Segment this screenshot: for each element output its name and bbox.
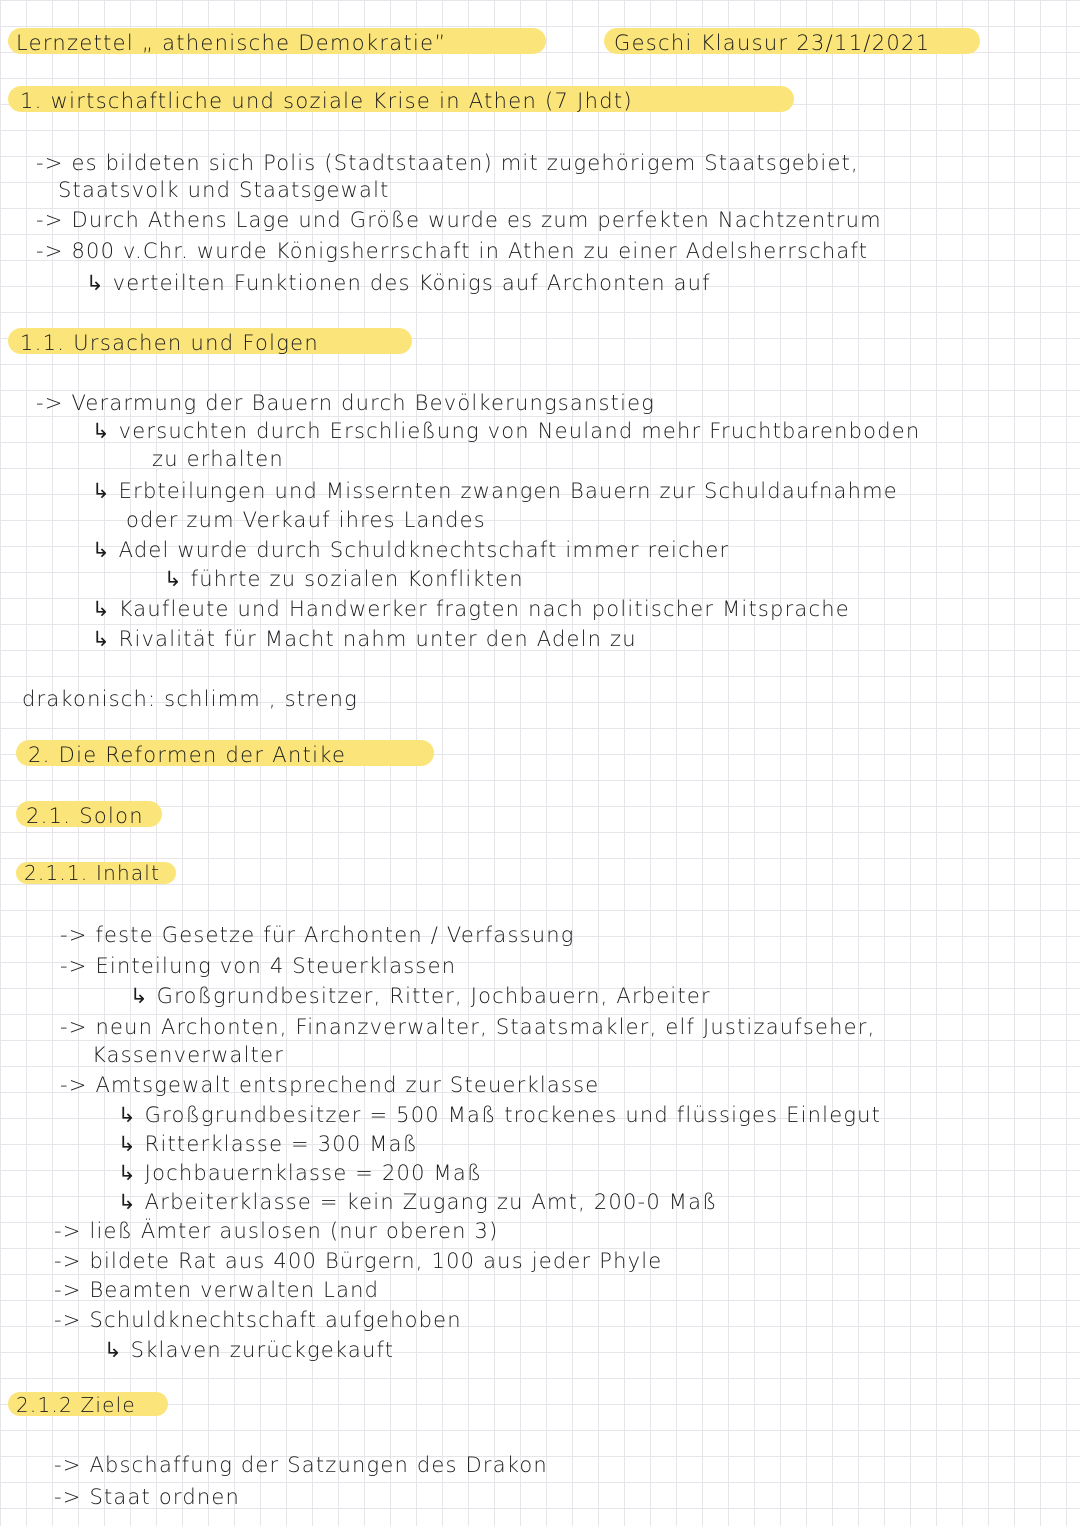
- s212-line: -> Abschaffung der Satzungen des Drakon: [54, 1453, 548, 1477]
- s1-line: ↳ verteilten Funktionen des Königs auf Archonten auf: [86, 271, 711, 295]
- section-2-1-heading: 2.1. Solon: [26, 804, 144, 828]
- s211-line: -> bildete Rat aus 400 Bürgern, 100 aus jeder Phyle: [54, 1249, 663, 1273]
- s211-line: ↳ Sklaven zurückgekauft: [104, 1338, 395, 1362]
- page-title: Lernzettel „ athenische Demokratie”: [16, 31, 447, 55]
- s11-line: ↳ versuchten durch Erschließung von Neuland mehr Fruchtbarenboden: [92, 419, 921, 443]
- section-2-heading: 2. Die Reformen der Antike: [28, 743, 347, 767]
- s11-line: ↳ Kaufleute und Handwerker fragten nach politischer Mitsprache: [92, 597, 850, 621]
- s1-line: -> es bildeten sich Polis (Stadtstaaten) mit zugehörigem Staatsgebiet,: [36, 151, 859, 175]
- s11-line: ↳ Adel wurde durch Schuldknechtschaft immer reicher: [92, 538, 730, 562]
- s11-line: ↳ Erbteilungen und Missernten zwangen Bauern zur Schuldaufnahme: [92, 479, 898, 503]
- s211-line: ↳ Arbeiterklasse = kein Zugang zu Amt, 200-0 Maß: [118, 1190, 718, 1214]
- drakonisch-note: drakonisch: schlimm , streng: [22, 687, 358, 711]
- section-2-1-2-heading: 2.1.2 Ziele: [16, 1393, 136, 1417]
- s211-line: -> Einteilung von 4 Steuerklassen: [60, 954, 457, 978]
- s211-line: ↳ Jochbauernklasse = 200 Maß: [118, 1161, 483, 1185]
- s211-line: ↳ Großgrundbesitzer, Ritter, Jochbauern, Arbeiter: [130, 984, 711, 1008]
- s1-line: -> 800 v.Chr. wurde Königsherrschaft in Athen zu einer Adelsherrschaft: [36, 239, 869, 263]
- s212-line: -> Staat ordnen: [54, 1485, 241, 1509]
- section-1-heading: 1. wirtschaftliche und soziale Krise in Athen (7 Jhdt): [20, 89, 633, 113]
- s11-line: zu erhalten: [152, 447, 284, 471]
- s211-line: -> ließ Ämter auslosen (nur oberen 3): [54, 1219, 499, 1243]
- s211-line: ↳ Ritterklasse = 300 Maß: [118, 1132, 419, 1156]
- s211-line: -> Beamten verwalten Land: [54, 1278, 380, 1302]
- section-2-1-1-heading: 2.1.1. Inhalt: [24, 861, 161, 885]
- s211-line: -> feste Gesetze für Archonten / Verfassung: [60, 923, 575, 947]
- s11-line: ↳ führte zu sozialen Konflikten: [164, 567, 524, 591]
- section-1-1-heading: 1.1. Ursachen und Folgen: [20, 331, 319, 355]
- s211-line: -> Amtsgewalt entsprechend zur Steuerklasse: [60, 1073, 600, 1097]
- s211-line: -> Schuldknechtschaft aufgehoben: [54, 1308, 462, 1332]
- s1-line: -> Durch Athens Lage und Größe wurde es zum perfekten Nachtzentrum: [36, 208, 882, 232]
- s11-line: -> Verarmung der Bauern durch Bevölkerungsanstieg: [36, 391, 656, 415]
- s1-line: Staatsvolk und Staatsgewalt: [58, 178, 390, 202]
- s11-line: ↳ Rivalität für Macht nahm unter den Adeln zu: [92, 627, 637, 651]
- exam-date: Geschi Klausur 23/11/2021: [614, 31, 931, 55]
- s11-line: oder zum Verkauf ihres Landes: [126, 508, 486, 532]
- s211-line: ↳ Großgrundbesitzer = 500 Maß trockenes und flüssiges Einlegut: [118, 1103, 882, 1127]
- s211-line: -> neun Archonten, Finanzverwalter, Staatsmakler, elf Justizaufseher,: [60, 1015, 876, 1039]
- s211-line: Kassenverwalter: [92, 1043, 285, 1067]
